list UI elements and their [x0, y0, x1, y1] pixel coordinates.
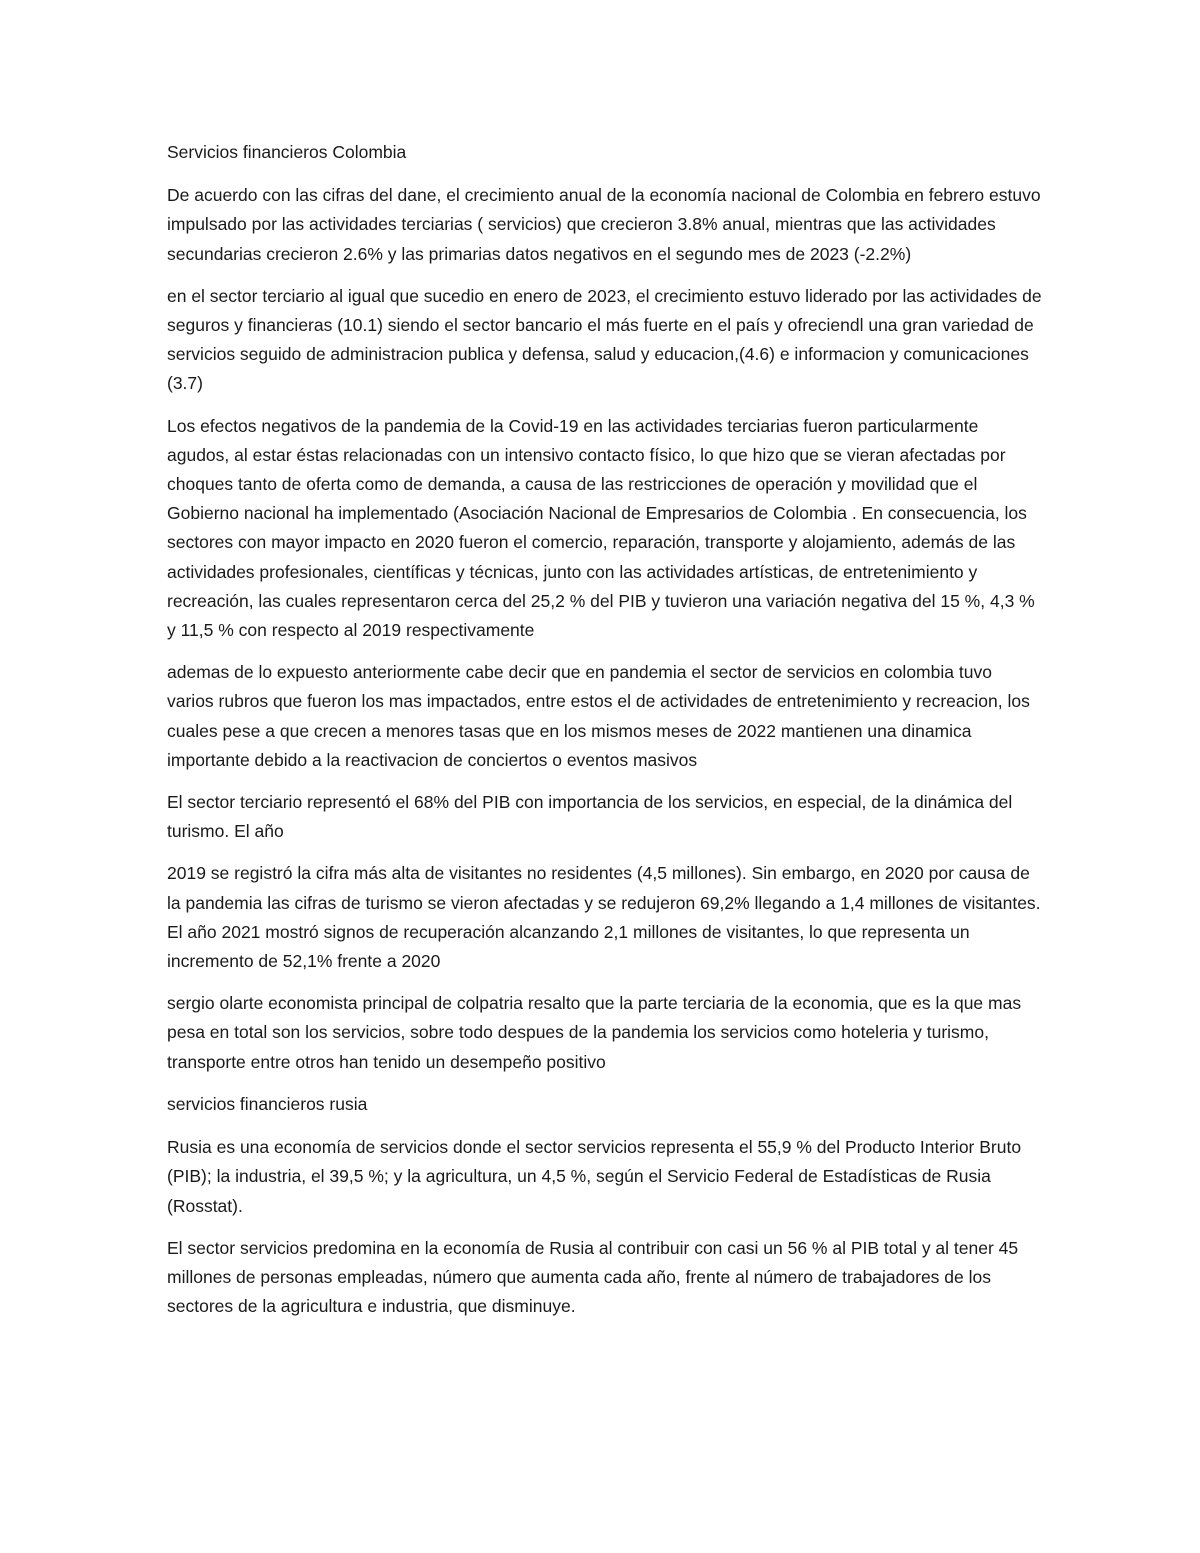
paragraph-tourism-intro: El sector terciario representó el 68% del PIB con importancia de los servicios, en especial, de la dinámica del turismo. El año — [167, 792, 1013, 842]
heading-colombia: Servicios financieros Colombia — [167, 142, 407, 162]
paragraph-olarte: sergio olarte economista principal de colpatria resalto que la parte terciaria de la economia, que es la que mas pesa en total son los servicios, sobre todo despues de la pandemia los servicios como hoteleria y turismo, transporte entre otros han tenido un desempeño positivo — [167, 993, 1022, 1072]
paragraph-rusia-services: El sector servicios predomina en la economía de Rusia al contribuir con casi un 56 % al PIB total y al tener 45 millones de personas empleadas, número que aumenta cada año, frente al número de trabajadores de los sectores de la agricultura e industria, que disminuye. — [167, 1237, 1019, 1317]
paragraph-tertiary-sector: en el sector terciario al igual que sucedio en enero de 2023, el crecimiento estuvo liderado por las actividades de seguros y financieras (10.1) siendo el sector bancario el más fuerte en el país y ofreciendl una gran variedad de servicios seguido de administracion publica y defensa, salud y educacion,(4.6) e informacion y comunicaciones (3.7) — [167, 285, 1042, 394]
paragraph-pandemic-services: ademas de lo expuesto anteriormente cabe decir que en pandemia el sector de servicios en colombia tuvo varios rubros que fueron los mas impactados, entre estos el de actividades de entretenimiento y recreacion, los cuales pese a que crecen a menores tasas que en los mismos meses de 2022 mantienen una dinamica importante debido a la reactivacion de conciertos o eventos masivos — [167, 662, 1030, 770]
paragraph-covid-effects: Los efectos negativos de la pandemia de la Covid-19 en las actividades terciarias fueron particularmente agudos, al estar éstas relacionadas con un intensivo contacto físico, lo que hizo que se vieran afectadas por choques tanto de oferta como de demanda, a causa de las restricciones de operación y movilidad que el Gobierno nacional ha implementado (Asociación Nacional de Empresarios de Colombia . En consecuencia, los sectores con mayor impacto en 2020 fueron el comercio, reparación, transporte y alojamiento, además de las actividades profesionales, científicas y técnicas, junto con las actividades artísticas, de entretenimiento y recreación, las cuales representaron cerca del 25,2 % del PIB y tuvieron una variación negativa del 15 %, 4,3 % y 11,5 % con respecto al 2019 respectivamente — [167, 415, 1035, 641]
paragraph-dane-growth: De acuerdo con las cifras del dane, el crecimiento anual de la economía nacional de Colombia en febrero estuvo impulsado por las actividades terciarias ( servicios) que crecieron 3.8% anual, mientras que las actividades secundarias crecieron 2.6% y las primarias datos negativos en el segundo mes de 2023 (-2.2%) — [167, 185, 1041, 264]
paragraph-rusia-economy: Rusia es una economía de servicios donde el sector servicios representa el 55,9 % del Producto Interior Bruto (PIB); la industria, el 39,5 %; y la agricultura, un 4,5 %, según el Servicio Federal de Estadísticas de Rusia (Rosstat). — [167, 1137, 1022, 1216]
heading-rusia: servicios financieros rusia — [167, 1093, 368, 1114]
document-body — [167, 138, 1042, 1334]
paragraph-visitors: 2019 se registró la cifra más alta de visitantes no residentes (4,5 millones). Sin embargo, en 2020 por causa de la pandemia las cifras de turismo se vieron afectadas y se redujeron 69,2% llegando a 1,4 millones de visitantes. El año 2021 mostró signos de recuperación alcanzando 2,1 millones de visitantes, lo que representa un incremento de 52,1% frente a 2020 — [167, 863, 1041, 972]
